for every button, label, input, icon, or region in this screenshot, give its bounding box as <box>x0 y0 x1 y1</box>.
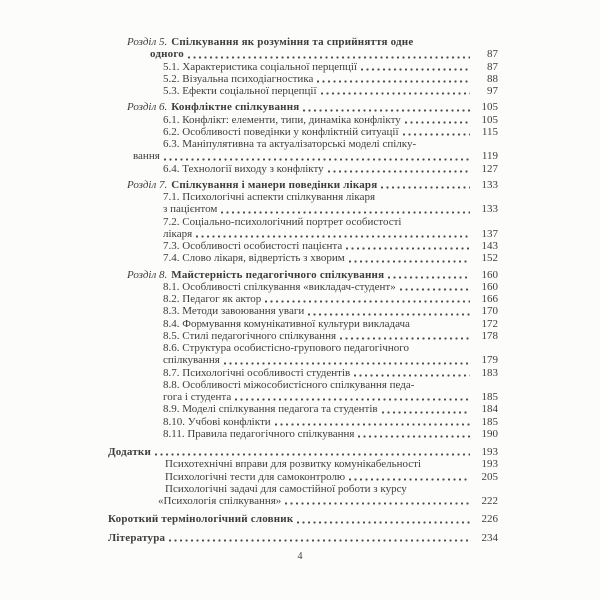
toc-entry-page: 205 <box>481 470 498 483</box>
dot-leader <box>265 300 470 303</box>
toc-entry <box>108 367 498 379</box>
toc-entry-title: 7.4. Слово лікаря, відвертість з хворим <box>163 252 345 265</box>
toc-entry <box>108 85 498 97</box>
toc-entry-title: спілкування <box>163 354 220 367</box>
toc-entry-page: 87 <box>487 48 498 61</box>
dot-leader <box>317 80 470 83</box>
toc-entry-page: 105 <box>481 113 498 126</box>
toc-entry-title: «Психологія спілкування» <box>158 495 282 507</box>
dot-leader <box>321 92 470 95</box>
toc-entry-page: 115 <box>481 125 498 138</box>
dot-leader <box>275 423 470 426</box>
toc-entry-page: 127 <box>481 162 498 175</box>
dot-leader <box>349 260 470 263</box>
toc-entry-page: 166 <box>481 293 498 305</box>
toc-entry <box>108 471 498 483</box>
toc-entry-page: 137 <box>481 227 498 240</box>
toc-entry-page: 234 <box>481 531 498 544</box>
toc-entry <box>108 428 498 440</box>
dot-leader <box>354 374 470 377</box>
dot-leader <box>400 288 470 291</box>
toc-entry-title: 5.3. Ефекти соціальної перцепції <box>163 85 317 97</box>
dot-leader <box>361 68 470 71</box>
toc-entry-page: 190 <box>481 427 498 440</box>
toc-entry <box>108 203 498 215</box>
toc-entry-title: лікаря <box>163 227 193 240</box>
toc-entry <box>108 73 498 85</box>
toc-entry <box>108 163 498 175</box>
toc-entry-title: Майстерність педагогічного спілкування <box>171 268 385 281</box>
toc-entry-title: одного <box>150 48 185 61</box>
toc-entry-page: 87 <box>487 60 498 73</box>
dot-leader <box>188 56 470 59</box>
dot-leader <box>340 337 470 340</box>
toc <box>108 36 498 544</box>
toc-entry-title: Спілкування і манери поведінки лікаря <box>171 178 378 191</box>
toc-entry-title: 6.2. Особливості поведінки у конфліктній ситуації <box>163 125 399 138</box>
toc-entry <box>108 281 498 293</box>
dot-leader <box>349 478 470 481</box>
toc-entry <box>108 252 498 264</box>
toc-entry-title: 8.10. Учбові конфлікти <box>163 415 271 428</box>
toc-entry-title: 6.4. Технології виходу з конфлікту <box>163 162 324 175</box>
dot-leader <box>403 133 470 136</box>
dot-leader <box>388 276 470 279</box>
toc-entry-title: Психологічні тести для самоконтролю <box>165 470 346 483</box>
toc-entry-title: Спілкування як розуміння та сприйняття одне <box>171 36 414 48</box>
dot-leader <box>405 121 470 124</box>
toc-entry <box>108 150 498 162</box>
toc-entry <box>108 36 498 48</box>
toc-entry <box>108 126 498 138</box>
toc-entry <box>108 342 498 354</box>
toc-entry <box>108 61 498 73</box>
toc-entry <box>108 391 498 403</box>
toc-entry-page: 179 <box>481 354 498 367</box>
toc-entry-title: 6.1. Конфлікт: елементи, типи, динаміка конфлікту <box>163 113 401 126</box>
toc-entry-title: гога і студента <box>163 391 232 403</box>
toc-entry <box>108 48 498 60</box>
toc-entry <box>108 403 498 415</box>
toc-entry-title: Література <box>108 531 166 544</box>
toc-entry-page: 97 <box>487 85 498 97</box>
toc-entry-title: 5.2. Візуальна психодіагностика <box>163 72 314 85</box>
toc-entry-title: 8.5. Стилі педагогічного спілкування <box>163 329 337 342</box>
dot-leader <box>303 109 470 112</box>
toc-entry <box>108 101 498 113</box>
page-number: 4 <box>297 551 303 562</box>
toc-entry <box>108 191 498 203</box>
toc-entry-page: 160 <box>481 280 498 293</box>
dot-leader <box>235 398 470 401</box>
toc-entry-page: 184 <box>481 403 498 416</box>
toc-entry <box>108 458 498 470</box>
toc-entry <box>108 228 498 240</box>
dot-leader <box>297 521 470 524</box>
toc-entry-page: 172 <box>481 317 498 330</box>
dot-leader <box>196 235 470 238</box>
toc-entry-page: 222 <box>481 495 498 507</box>
toc-entry <box>108 305 498 317</box>
toc-entry-page: 133 <box>481 178 498 191</box>
toc-entry-page: 178 <box>481 329 498 342</box>
toc-chapter-prefix: Розділ 7. <box>127 178 168 191</box>
toc-entry-title: 8.9. Моделі спілкування педагога та студентів <box>163 403 378 416</box>
dot-leader <box>328 170 470 173</box>
dot-leader <box>358 435 470 438</box>
dot-leader <box>155 453 470 456</box>
toc-entry <box>108 240 498 252</box>
toc-entry-title: 8.2. Педагог як актор <box>163 293 262 305</box>
toc-entry <box>108 216 498 228</box>
toc-entry <box>108 330 498 342</box>
toc-entry <box>108 318 498 330</box>
toc-entry <box>108 379 498 391</box>
dot-leader <box>382 411 470 414</box>
toc-entry <box>108 269 498 281</box>
toc-entry-title: з пацієнтом <box>163 203 218 216</box>
toc-entry-page: 193 <box>481 446 498 458</box>
dot-leader <box>308 313 470 316</box>
toc-entry <box>108 495 498 507</box>
toc-entry-page: 119 <box>481 150 498 163</box>
toc-entry <box>108 513 498 525</box>
toc-entry-page: 193 <box>481 458 498 471</box>
toc-entry-title: 6.3. Маніпулятивна та актуалізаторські моделі спілку- <box>163 138 417 150</box>
toc-entry-page: 152 <box>481 252 498 265</box>
toc-entry <box>108 114 498 126</box>
toc-entry-title: 8.11. Правила педагогічного спілкування <box>163 427 355 440</box>
toc-entry-title: 8.3. Методи завоювання уваги <box>163 305 305 318</box>
toc-entry-page: 105 <box>481 101 498 114</box>
toc-entry-page: 185 <box>481 391 498 403</box>
dot-leader <box>381 186 470 189</box>
toc-entry-title: Психологічні задачі для самостійної роботи з курсу <box>165 482 407 495</box>
toc-entry-page: 133 <box>481 203 498 216</box>
toc-chapter-prefix: Розділ 6. <box>127 101 168 114</box>
dot-leader <box>169 539 470 542</box>
toc-entry-page: 160 <box>481 268 498 281</box>
toc-chapter-prefix: Розділ 8. <box>127 268 168 281</box>
toc-entry-title: 8.4. Формування комунікативної культури викладача <box>163 317 410 330</box>
toc-entry-title: 8.6. Структура особистісно-групового педагогічного <box>163 342 409 354</box>
dot-leader <box>346 247 470 250</box>
toc-entry <box>108 354 498 366</box>
toc-entry-title: Додатки <box>108 446 152 458</box>
toc-entry-page: 143 <box>481 240 498 252</box>
toc-entry-title: Короткий термінологічний словник <box>108 513 294 526</box>
toc-entry-page: 183 <box>481 366 498 379</box>
toc-entry <box>108 293 498 305</box>
toc-entry <box>108 138 498 150</box>
toc-chapter-prefix: Розділ 5. <box>127 36 168 48</box>
toc-entry-page: 170 <box>481 305 498 318</box>
toc-entry <box>108 532 498 544</box>
toc-entry-title: 7.1. Психологічні аспекти спілкування лікаря <box>163 191 376 203</box>
dot-leader <box>164 158 470 161</box>
toc-entry-title: 7.3. Особливості особистості пацієнта <box>163 240 343 252</box>
toc-entry-title: 8.8. Особливості міжособистісного спілкування педа- <box>163 378 415 391</box>
toc-entry-page: 185 <box>481 415 498 428</box>
toc-entry-page: 88 <box>487 72 498 85</box>
toc-entry-title: Психотехнічні вправи для розвитку комунікабельності <box>165 458 422 471</box>
dot-leader <box>221 211 470 214</box>
toc-entry-title: 8.7. Психологічні особливості студентів <box>163 366 351 379</box>
toc-entry <box>108 446 498 458</box>
toc-entry <box>108 483 498 495</box>
toc-entry-title: 7.2. Соціально-психологічний портрет особистості <box>163 215 402 228</box>
dot-leader <box>224 362 470 365</box>
toc-entry-title: 8.1. Особливості спілкування «викладач-студент» <box>163 280 396 293</box>
dot-leader <box>285 502 470 505</box>
toc-entry-title: Конфліктне спілкування <box>171 101 300 114</box>
toc-entry-page: 226 <box>481 513 498 526</box>
toc-entry-title: 5.1. Характеристика соціальної перцепції <box>163 60 358 73</box>
toc-entry-title: вання <box>133 150 160 163</box>
toc-entry <box>108 179 498 191</box>
toc-entry <box>108 416 498 428</box>
